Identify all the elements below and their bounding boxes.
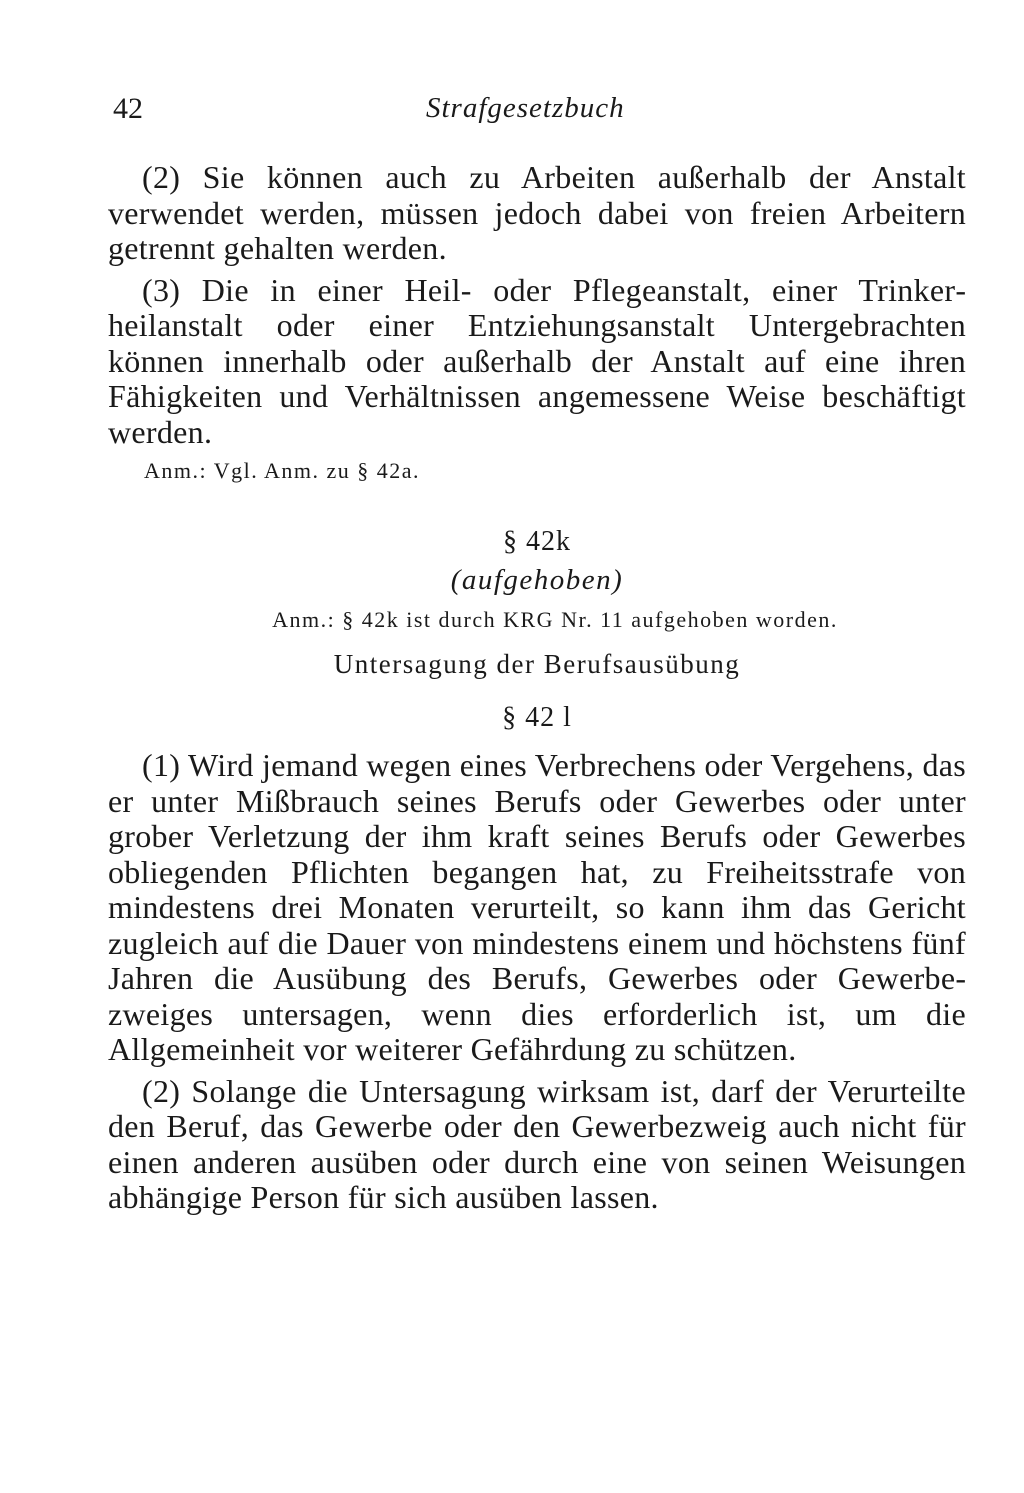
annotation-note: Anm.: Vgl. Anm. zu § 42a. (144, 458, 421, 483)
running-title: Strafgesetzbuch (426, 92, 625, 124)
paragraph-42i-2: (2) Sie können auch zu Arbeiten außerhalb der Anstalt verwendet werden, müssen jedoch dabei von freien Arbeitern getrennt gehalten werden. (108, 159, 966, 266)
section-number-42l: § 42 l (502, 702, 572, 733)
paragraph-42l-1: (1) Wird jemand wegen eines Verbrechens oder Vergehens, das er unter Mißbrauch seines Berufs oder Gewerbes oder unter grober Verletzung der ihm kraft seines Berufs oder Gewerbes obliegenden Pflichten begangen hat, zu Freiheitsstrafe von mindestens drei Monaten verurteilt, so kann ihm das Gericht zugleich auf die Dauer von mindestens einem und höchstens fünf Jahren die Ausübung des Berufs, Gewerbes oder Gewerbezweiges untersagen, wenn dies erforderlich ist, um die Allgemeinheit vor weiterer Gefährdung zu schützen. (108, 747, 966, 1067)
annotation-note-42k: Anm.: § 42k ist durch KRG Nr. 11 aufgehoben worden. (272, 607, 838, 632)
body-text (108, 160, 966, 1222)
page-header (108, 92, 970, 132)
section-number-42k: § 42k (503, 526, 571, 557)
section-heading: Untersagung der Berufsausübung (333, 649, 741, 679)
section-42k-status: (aufgehoben) (450, 564, 624, 596)
page-number: 42 (113, 92, 143, 125)
paragraph-42i-3: (3) Die in einer Heil- oder Pflegeanstalt, einer Trinkerheilanstalt oder einer Entziehungsanstalt Untergebrachten können innerhalb oder außerhalb der Anstalt auf eine ihren Fähigkeiten und Verhältnissen angemessene Weise beschäftigt werden. (108, 271, 966, 450)
paragraph-42l-2: (2) Solange die Untersagung wirksam ist, darf der Verurteilte den Beruf, das Gewerbe oder den Gewerbezweig auch nicht für einen anderen ausüben oder durch eine von seinen Weisungen abhängige Person für sich ausüben lassen. (108, 1072, 966, 1215)
